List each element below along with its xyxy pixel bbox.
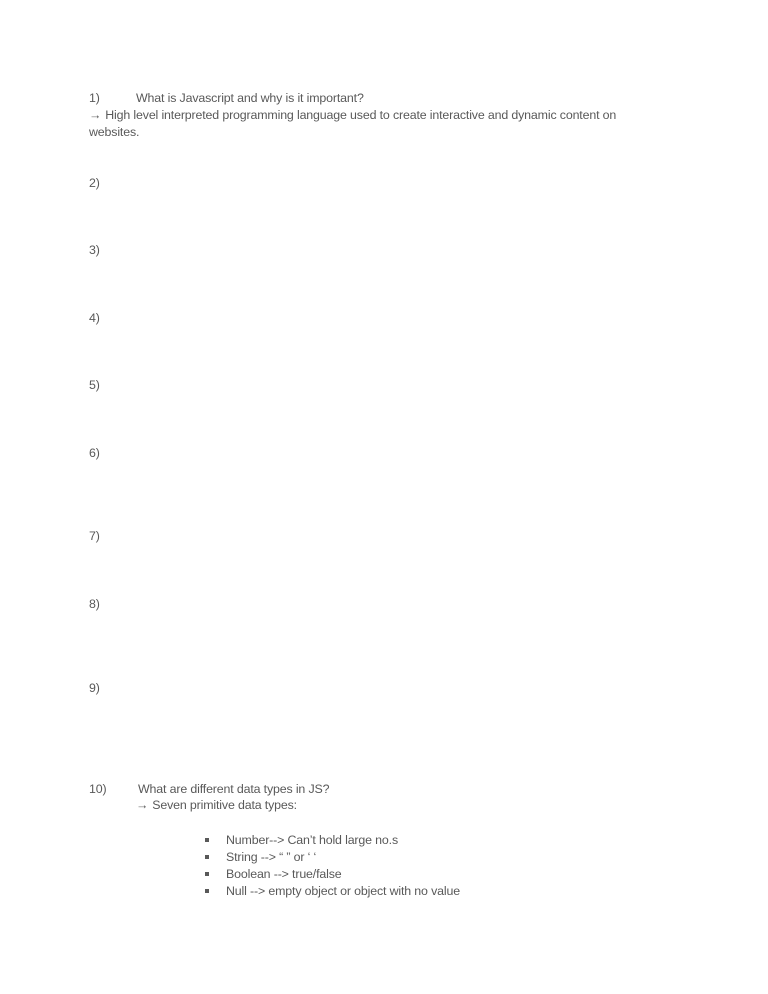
list-item: Null --> empty object or object with no value <box>226 884 460 898</box>
answer-text: High level interpreted programming language used to create interactive and dynamic content on <box>105 108 617 122</box>
answer-1-line-1 <box>89 107 616 123</box>
question-2 <box>89 175 100 191</box>
question-3 <box>89 242 100 258</box>
question-number: 1) <box>89 91 100 105</box>
question-8 <box>89 596 100 612</box>
question-number: 7) <box>89 529 100 543</box>
question-number: 8) <box>89 597 100 611</box>
question-number: 4) <box>89 311 100 325</box>
arrow-right-icon: → <box>136 798 149 812</box>
question-text: What are different data types in JS? <box>138 782 330 796</box>
question-text: What is Javascript and why is it important? <box>136 91 364 105</box>
question-5 <box>89 377 100 393</box>
square-bullet-icon <box>205 872 209 876</box>
answer-1-line-2 <box>89 124 139 140</box>
list-item: Boolean --> true/false <box>226 867 342 881</box>
question-4 <box>89 310 100 326</box>
answer-10-intro <box>136 797 297 813</box>
answer-text: websites. <box>89 125 140 139</box>
list-item: Number--> Can’t hold large no.s <box>226 833 399 847</box>
question-9 <box>89 680 100 696</box>
list-item: String --> “ ” or ‘ ‘ <box>226 850 317 864</box>
question-number: 3) <box>89 243 100 257</box>
question-6 <box>89 445 100 461</box>
question-7 <box>89 528 100 544</box>
question-number: 2) <box>89 176 100 190</box>
arrow-right-icon: → <box>89 108 102 122</box>
answer-text: Seven primitive data types: <box>152 798 297 812</box>
question-number: 9) <box>89 681 100 695</box>
square-bullet-icon <box>205 855 209 859</box>
question-number: 5) <box>89 378 100 392</box>
question-number: 6) <box>89 446 100 460</box>
question-number: 10) <box>89 782 107 796</box>
square-bullet-icon <box>205 889 209 893</box>
square-bullet-icon <box>205 838 209 842</box>
